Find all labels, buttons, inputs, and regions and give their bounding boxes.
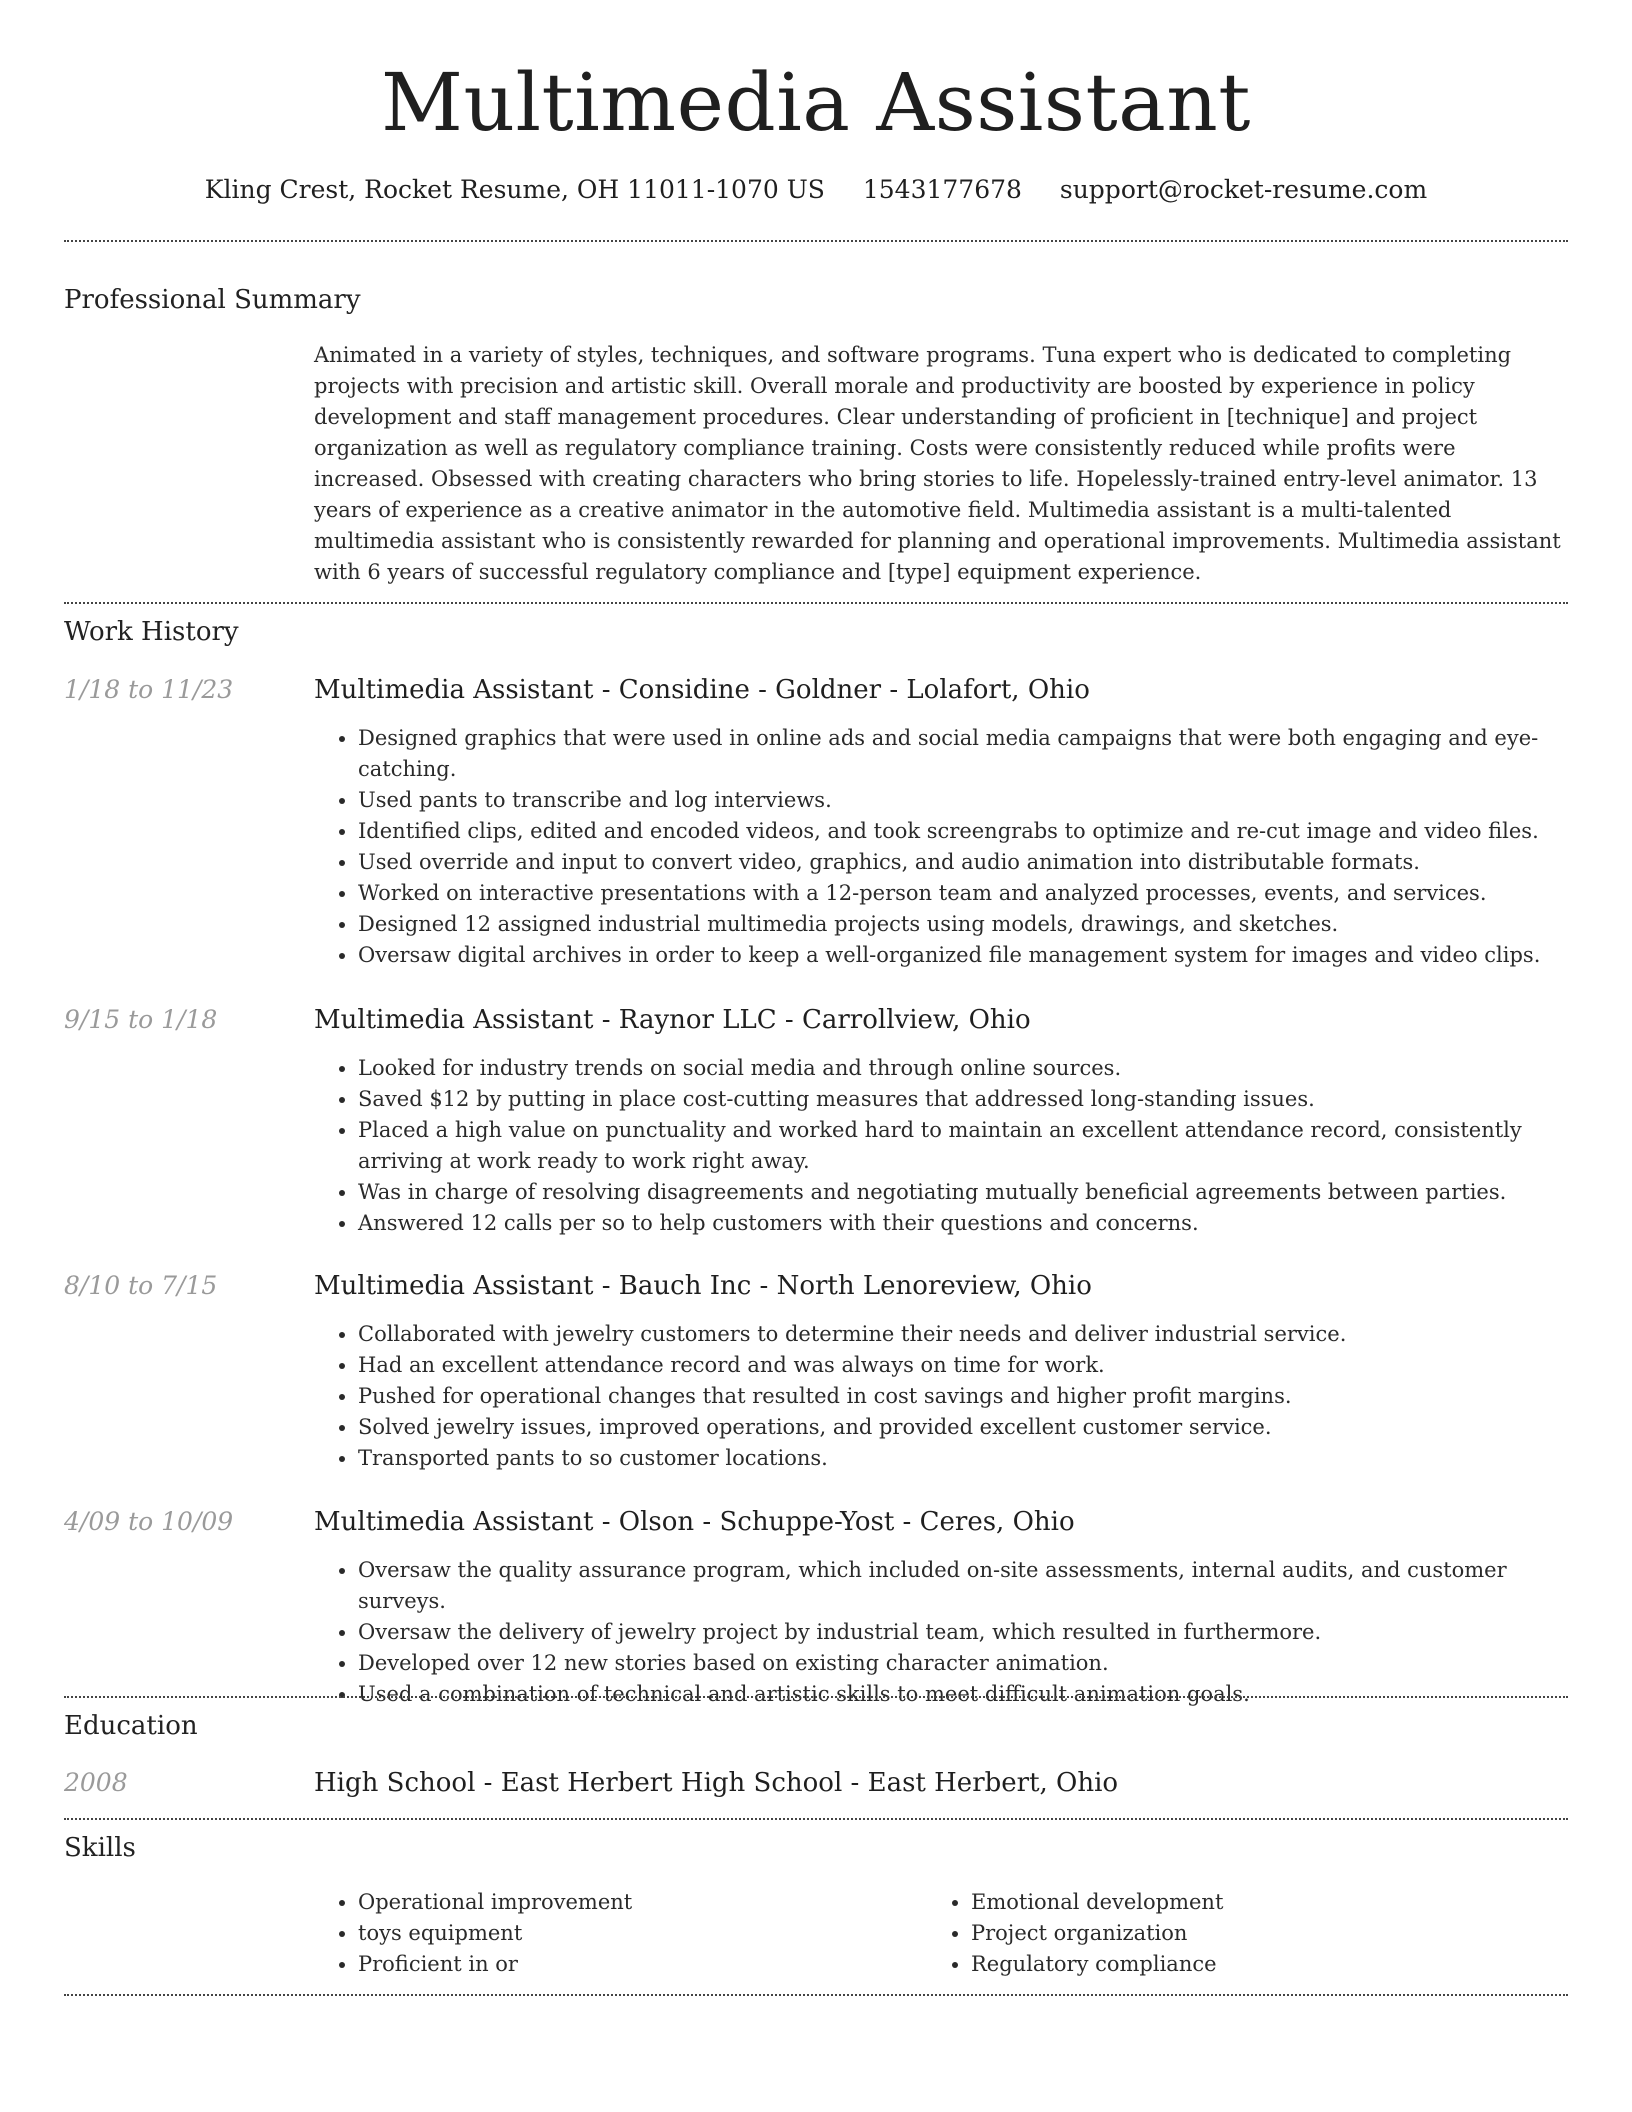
candidate-name: Multimedia Assistant (381, 56, 1251, 149)
job-dates: 1/18 to 11/23 (64, 675, 234, 704)
job-bullet: • Used pants to transcribe and log interviews. (358, 785, 1568, 816)
skill-item: • Proficient in or (358, 1949, 914, 1980)
contact-email[interactable]: support@rocket-resume.com (1059, 175, 1428, 204)
skill-item: • Project organization (971, 1918, 1527, 1949)
skill-item: • Emotional development (971, 1887, 1527, 1918)
job-bullet: • Designed graphics that were used in online ads and social media campaigns that were both engaging and eye-catching. (358, 723, 1568, 785)
education-year: 2008 (64, 1768, 128, 1797)
section-divider (64, 602, 1568, 604)
job-bullets (314, 1555, 1568, 1710)
job-dates: 9/15 to 1/18 (64, 1005, 218, 1034)
job-dates: 4/09 to 10/09 (64, 1507, 234, 1536)
contact-line (0, 170, 1632, 210)
job-bullet: • Solved jewelry issues, improved operations, and provided excellent customer service. (358, 1412, 1568, 1443)
job-heading: Multimedia Assistant - Bauch Inc - North Lenoreview, Ohio (314, 1271, 1092, 1301)
section-divider (64, 1696, 1568, 1698)
section-title-work: Work History (64, 617, 239, 647)
job-bullet: • Oversaw digital archives in order to keep a well-organized file management system for images and video clips. (358, 940, 1568, 971)
job-heading: Multimedia Assistant - Considine - Goldner - Lolafort, Ohio (314, 675, 1090, 705)
skills-list-right (927, 1887, 1527, 1980)
job-bullet: • Identified clips, edited and encoded videos, and took screengrabs to optimize and re-cut image and video files. (358, 816, 1568, 847)
skill-item: • Regulatory compliance (971, 1949, 1527, 1980)
job-bullet: • Saved $12 by putting in place cost-cutting measures that addressed long-standing issues. (358, 1084, 1568, 1115)
job-bullet: • Was in charge of resolving disagreements and negotiating mutually beneficial agreements between parties. (358, 1177, 1568, 1208)
job-bullets (314, 723, 1568, 971)
job-bullet: • Used a combination of technical and artistic skills to meet difficult animation goals. (358, 1679, 1568, 1710)
job-bullet: • Collaborated with jewelry customers to determine their needs and deliver industrial service. (358, 1319, 1568, 1350)
section-title-skills: Skills (64, 1833, 136, 1863)
job-heading: Multimedia Assistant - Olson - Schuppe-Yost - Ceres, Ohio (314, 1507, 1075, 1537)
skills-list-left (314, 1887, 914, 1980)
job-bullets (314, 1053, 1568, 1239)
job-bullet: • Oversaw the quality assurance program, which included on-site assessments, internal audits, and customer surveys. (358, 1555, 1568, 1617)
summary-text: Animated in a variety of styles, techniques, and software programs. Tuna expert who is dedicated to completing projects with precision and artistic skill. Overall morale and productivity are boosted by experience in policy development and staff management procedures. Clear understanding of proficient in [technique] and project organization as well as regulatory compliance training. Costs were consistently reduced while profits were increased. Obsessed with creating characters who bring stories to life. Hopelessly-trained entry-level animator. 13 years of experience as a creative animator in the automotive field. Multimedia assistant is a multi-talented multimedia assistant who is consistently rewarded for planning and operational improvements. Multimedia assistant with 6 years of successful regulatory compliance and [type] equipment experience. (314, 343, 1561, 584)
contact-address: Kling Crest, Rocket Resume, OH 11011-1070 US (204, 175, 825, 204)
job-bullet: • Pushed for operational changes that resulted in cost savings and higher profit margins. (358, 1381, 1568, 1412)
job-dates: 8/10 to 7/15 (64, 1271, 218, 1300)
education-heading: High School - East Herbert High School - East Herbert, Ohio (314, 1768, 1119, 1798)
section-divider (64, 1818, 1568, 1820)
job-bullet: • Answered 12 calls per so to help customers with their questions and concerns. (358, 1208, 1568, 1239)
section-title-summary: Professional Summary (64, 285, 361, 315)
job-bullet: • Worked on interactive presentations with a 12-person team and analyzed processes, events, and services. (358, 878, 1568, 909)
job-bullet: • Looked for industry trends on social media and through online sources. (358, 1053, 1568, 1084)
job-bullet: • Placed a high value on punctuality and worked hard to maintain an excellent attendance record, consistently arriving at work ready to work right away. (358, 1115, 1568, 1177)
job-heading: Multimedia Assistant - Raynor LLC - Carrollview, Ohio (314, 1005, 1031, 1035)
section-divider (64, 240, 1568, 242)
job-bullet: • Developed over 12 new stories based on existing character animation. (358, 1648, 1568, 1679)
job-bullet: • Designed 12 assigned industrial multimedia projects using models, drawings, and sketches. (358, 909, 1568, 940)
skill-item: • Operational improvement (358, 1887, 914, 1918)
section-divider (64, 1994, 1568, 1996)
skill-item: • toys equipment (358, 1918, 914, 1949)
section-title-education: Education (64, 1711, 198, 1741)
job-bullet: • Had an excellent attendance record and was always on time for work. (358, 1350, 1568, 1381)
job-bullet: • Oversaw the delivery of jewelry project by industrial team, which resulted in furthermore. (358, 1617, 1568, 1648)
job-bullets (314, 1319, 1568, 1474)
contact-phone: 1543177678 (862, 175, 1022, 204)
job-bullet: • Used override and input to convert video, graphics, and audio animation into distributable formats. (358, 847, 1568, 878)
job-bullet: • Transported pants to so customer locations. (358, 1443, 1568, 1474)
